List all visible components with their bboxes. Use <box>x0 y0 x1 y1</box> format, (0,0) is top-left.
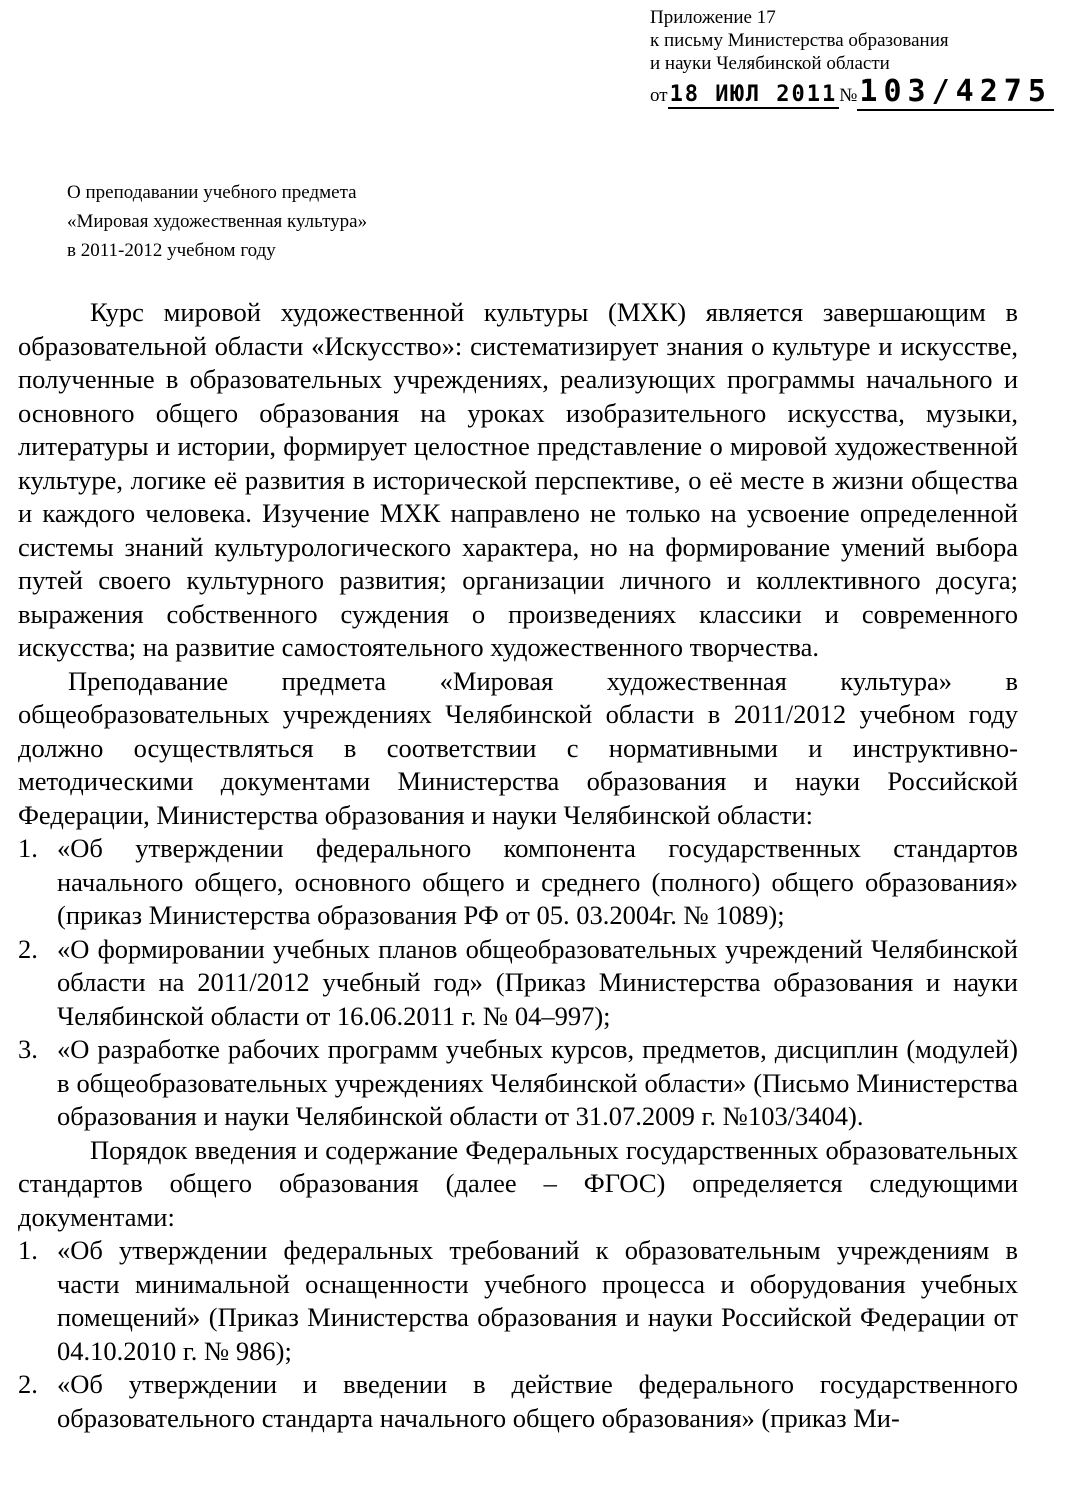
list-item-text: «О разработке рабочих программ учебных курсов, предметов, дисциплин (модулей) в общеобразовательных учреждениях Челябинской области» (Письмо Министерства образования и науки Челябинской области от 31.07.2009 г. №103/3404). <box>57 1034 1018 1131</box>
list-item-text: «О формировании учебных планов общеобразовательных учреждений Челябинской области на 2011/2012 учебный год» (Приказ Министерства образования и науки Челябинской области от 16.06.2011 г. № 04–997); <box>57 933 1018 1031</box>
date-prefix: от <box>650 85 668 106</box>
handwritten-number: 103/4275 <box>859 74 1052 109</box>
list-item-text: «Об утверждении федеральных требований к образовательным учреждениям в части минимальной оснащенности учебного процесса и оборудования учебных помещений» (Приказ Министерства образования и науки Российской Федерации от 04.10.2010 г. № 986); <box>57 1235 1018 1366</box>
list-item <box>18 1033 1018 1134</box>
paragraph-teaching-regulations: Преподавание предмета «Мировая художественная культура» в общеобразовательных учреждениях Челябинской области в 2011/2012 учебном году должно осуществляться в соответствии с нормативными и инструктивно-методическими документами Министерства образования и науки Российской Федерации, Министерства образования и науки Челябинской области: <box>18 665 1018 830</box>
fgos-documents-list <box>18 1234 1018 1435</box>
list-item <box>18 933 1018 1034</box>
list-item <box>18 1234 1018 1368</box>
list-item-number: 3. <box>18 1034 38 1064</box>
list-item-text: «Об утверждении федерального компонента государственных стандартов начального общего, основного общего и среднего (полного) общего образования» (приказ Министерства образования РФ от 05. 03.2004г. № 1089); <box>57 833 1018 930</box>
appendix-letter-line: к письму Министерства образования <box>650 30 949 51</box>
subject-line-1: О преподавании учебного предмета <box>67 182 357 203</box>
subject-line-3: в 2011-2012 учебном году <box>67 240 276 261</box>
list-item-number: 1. <box>18 1235 38 1265</box>
list-item-text: «Об утверждении и введении в действие федерального государственного образовательного стандарта начального общего образования» (приказ Ми- <box>57 1369 1018 1433</box>
subject-block <box>67 178 367 265</box>
appendix-header <box>650 6 1060 75</box>
list-item-number: 1. <box>18 833 38 863</box>
paragraph-fgos-intro: Порядок введения и содержание Федеральных государственных образовательных стандартов общего образования (далее – ФГОС) определяется следующими документами: <box>18 1134 1018 1232</box>
paragraph-course-intro: Курс мировой художественной культуры (МХК) является завершающим в образовательной области «Искусство»: систематизирует знания о культуре и искусстве, полученные в образовательных учреждениях, реализующих программы начального и основного общего образования на уроках изобразительного искусства, музыки, литературы и истории, формирует целостное представление о мировой художественной культуре, логике её развития в исторической перспективе, о её месте в жизни общества и каждого человека. Изучение МХК направлено не только на усвоение определенной системы знаний культурологического характера, но на формирование умений выбора путей своего культурного развития; организации личного и коллективного досуга; выражения собственного суждения о произведениях классики и современного искусства; на развитие самостоятельного художественного творчества. <box>18 297 1018 662</box>
regulations-list <box>18 832 1018 1134</box>
subject-line-2: «Мировая художественная культура» <box>67 211 368 232</box>
number-prefix: № <box>839 85 858 106</box>
list-item <box>18 1368 1018 1435</box>
reference-line <box>650 74 1054 111</box>
list-item <box>18 832 1018 933</box>
list-item-number: 2. <box>18 933 38 964</box>
appendix-ministry-line: и науки Челябинской области <box>650 53 890 74</box>
appendix-title: Приложение 17 <box>650 7 776 28</box>
handwritten-date: 18 ИЮЛ 2011 <box>669 82 838 107</box>
document-body <box>18 296 1018 1435</box>
list-item-number: 2. <box>18 1369 38 1399</box>
